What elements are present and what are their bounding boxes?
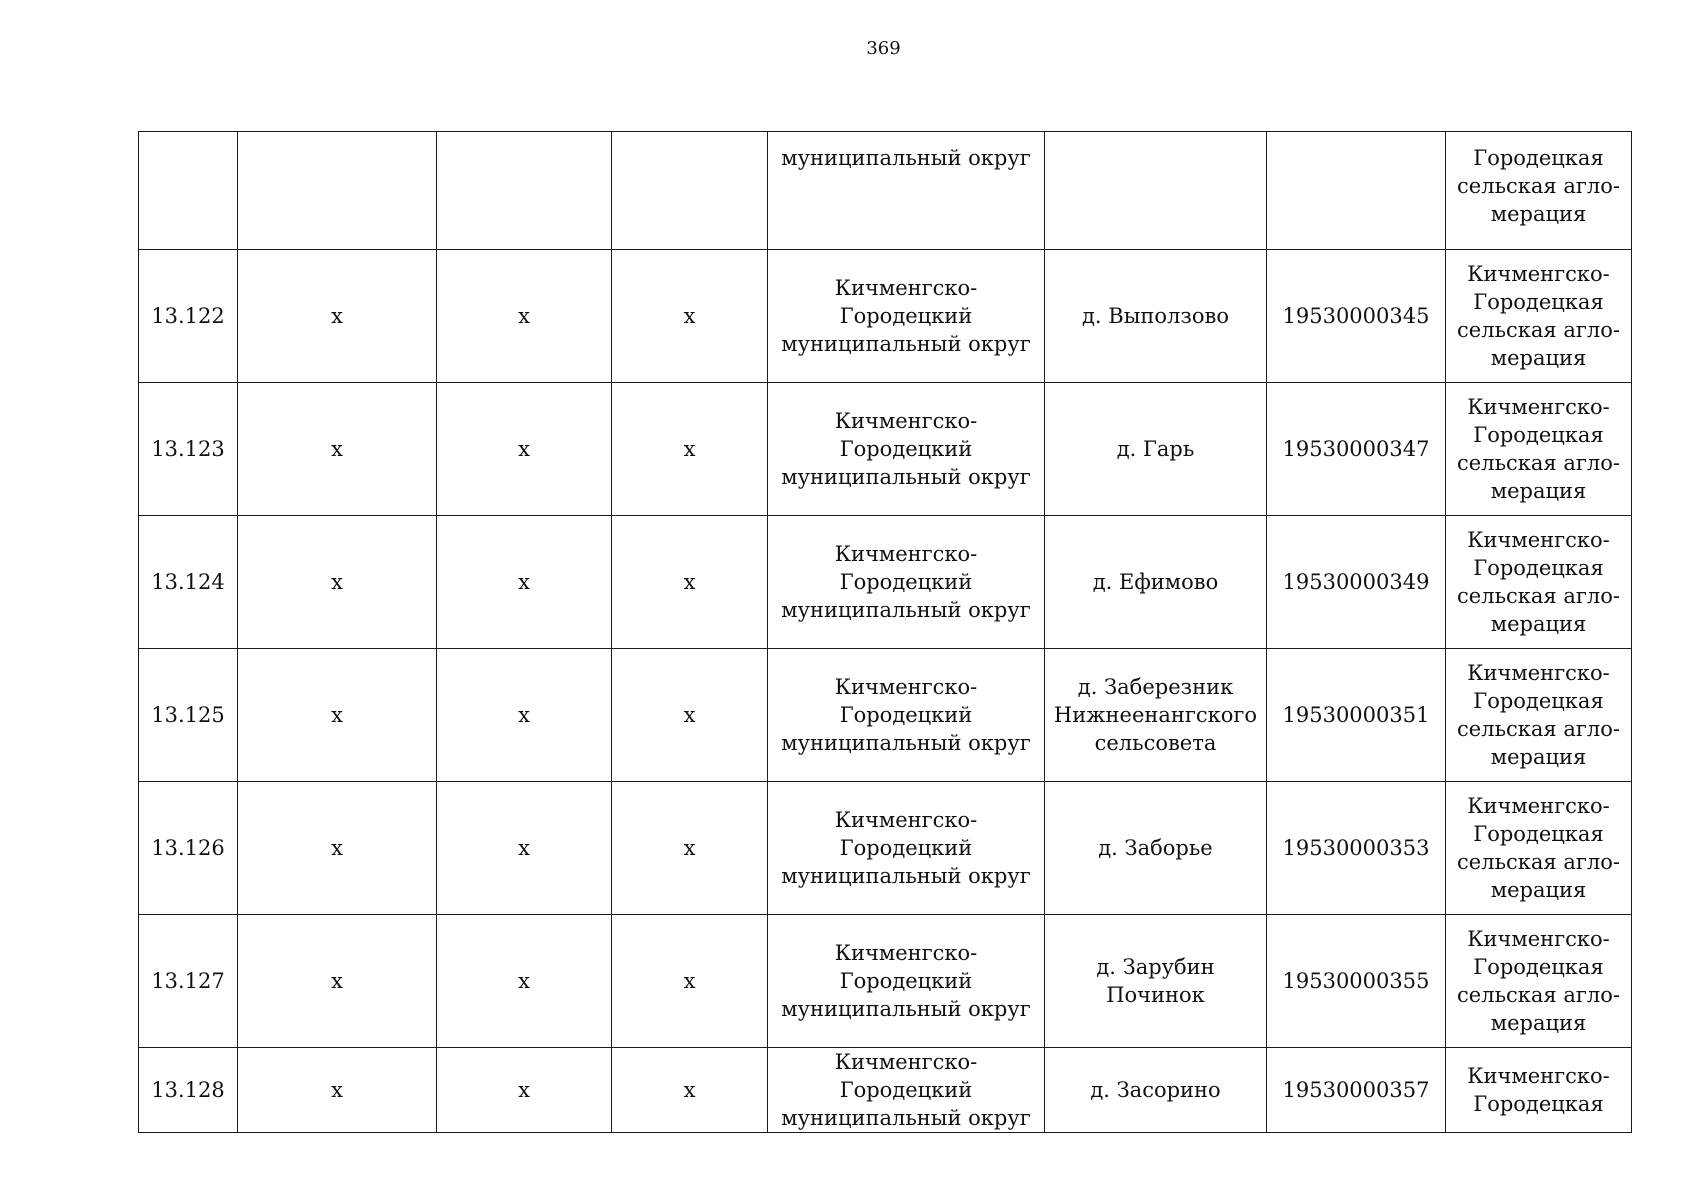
cell-col2: х bbox=[238, 649, 437, 782]
cell-col3 bbox=[437, 132, 612, 250]
cell-number: 13.122 bbox=[139, 250, 238, 383]
cell-col4: х bbox=[612, 782, 768, 915]
cell-code: 19530000349 bbox=[1267, 516, 1446, 649]
table-row bbox=[139, 649, 1632, 782]
cell-col3: х bbox=[437, 782, 612, 915]
table-row bbox=[139, 915, 1632, 1048]
cell-municipality: Кичменгско-Городецкий муниципальный округ bbox=[768, 250, 1045, 383]
cell-agglomeration: Кичменгско-Городецкая сельская агло-мерация bbox=[1446, 383, 1632, 516]
cell-col3: х bbox=[437, 915, 612, 1048]
cell-agglomeration: Кичменгско-Городецкая сельская агло-мерация bbox=[1446, 915, 1632, 1048]
cell-municipality: Кичменгско-Городецкий муниципальный округ bbox=[768, 915, 1045, 1048]
cell-agglomeration: Кичменгско-Городецкая сельская агло-мерация bbox=[1446, 649, 1632, 782]
cell-col4: х bbox=[612, 1048, 768, 1133]
cell-code: 19530000345 bbox=[1267, 250, 1446, 383]
cell-settlement: д. Ефимово bbox=[1045, 516, 1267, 649]
cell-code bbox=[1267, 132, 1446, 250]
cell-municipality: Кичменгско-Городецкий муниципальный округ bbox=[768, 516, 1045, 649]
cell-municipality: муниципальный округ bbox=[768, 132, 1045, 250]
cell-col2: х bbox=[238, 1048, 437, 1133]
cell-col4: х bbox=[612, 516, 768, 649]
cell-municipality: Кичменгско-Городецкий муниципальный округ bbox=[768, 383, 1045, 516]
cell-col3: х bbox=[437, 649, 612, 782]
cell-number: 13.126 bbox=[139, 782, 238, 915]
cell-settlement: д. Гарь bbox=[1045, 383, 1267, 516]
cell-agglomeration: Кичменгско-Городецкая сельская агло-мерация bbox=[1446, 782, 1632, 915]
cell-agglomeration: Кичменгско-Городецкая bbox=[1446, 1048, 1632, 1133]
cell-col3: х bbox=[437, 250, 612, 383]
cell-col4: х bbox=[612, 250, 768, 383]
table-row bbox=[139, 782, 1632, 915]
cell-settlement bbox=[1045, 132, 1267, 250]
cell-number: 13.124 bbox=[139, 516, 238, 649]
cell-settlement: д. Засорино bbox=[1045, 1048, 1267, 1133]
cell-number: 13.123 bbox=[139, 383, 238, 516]
cell-col3: х bbox=[437, 516, 612, 649]
cell-number bbox=[139, 132, 238, 250]
cell-code: 19530000355 bbox=[1267, 915, 1446, 1048]
cell-code: 19530000357 bbox=[1267, 1048, 1446, 1133]
cell-agglomeration: Кичменгско-Городецкая сельская агло-мерация bbox=[1446, 516, 1632, 649]
cell-number: 13.127 bbox=[139, 915, 238, 1048]
cell-col2 bbox=[238, 132, 437, 250]
table-row bbox=[139, 516, 1632, 649]
cell-municipality: Кичменгско-Городецкий муниципальный округ bbox=[768, 649, 1045, 782]
cell-settlement: д. Выползово bbox=[1045, 250, 1267, 383]
cell-col2: х bbox=[238, 516, 437, 649]
cell-col2: х bbox=[238, 383, 437, 516]
cell-col4: х bbox=[612, 383, 768, 516]
cell-agglomeration: Городецкая сельская агло-мерация bbox=[1446, 132, 1632, 250]
cell-agglomeration: Кичменгско-Городецкая сельская агло-мерация bbox=[1446, 250, 1632, 383]
cell-code: 19530000351 bbox=[1267, 649, 1446, 782]
page-number: 369 bbox=[866, 38, 901, 59]
cell-col3: х bbox=[437, 1048, 612, 1133]
cell-col4 bbox=[612, 132, 768, 250]
table-row bbox=[139, 1048, 1632, 1133]
cell-col4: х bbox=[612, 915, 768, 1048]
cell-municipality: Кичменгско-Городецкий муниципальный округ bbox=[768, 1048, 1045, 1133]
cell-settlement: д. Зарубин Починок bbox=[1045, 915, 1267, 1048]
cell-settlement: д. Заберезник Нижнеенангского сельсовета bbox=[1045, 649, 1267, 782]
cell-code: 19530000353 bbox=[1267, 782, 1446, 915]
cell-settlement: д. Заборье bbox=[1045, 782, 1267, 915]
cell-col2: х bbox=[238, 782, 437, 915]
cell-col2: х bbox=[238, 915, 437, 1048]
cell-code: 19530000347 bbox=[1267, 383, 1446, 516]
cell-number: 13.125 bbox=[139, 649, 238, 782]
cell-col3: х bbox=[437, 383, 612, 516]
cell-col4: х bbox=[612, 649, 768, 782]
cell-col2: х bbox=[238, 250, 437, 383]
cell-number: 13.128 bbox=[139, 1048, 238, 1133]
table-row bbox=[139, 250, 1632, 383]
table-row bbox=[139, 132, 1632, 250]
table-row bbox=[139, 383, 1632, 516]
settlements-table bbox=[138, 131, 1632, 1133]
cell-municipality: Кичменгско-Городецкий муниципальный округ bbox=[768, 782, 1045, 915]
